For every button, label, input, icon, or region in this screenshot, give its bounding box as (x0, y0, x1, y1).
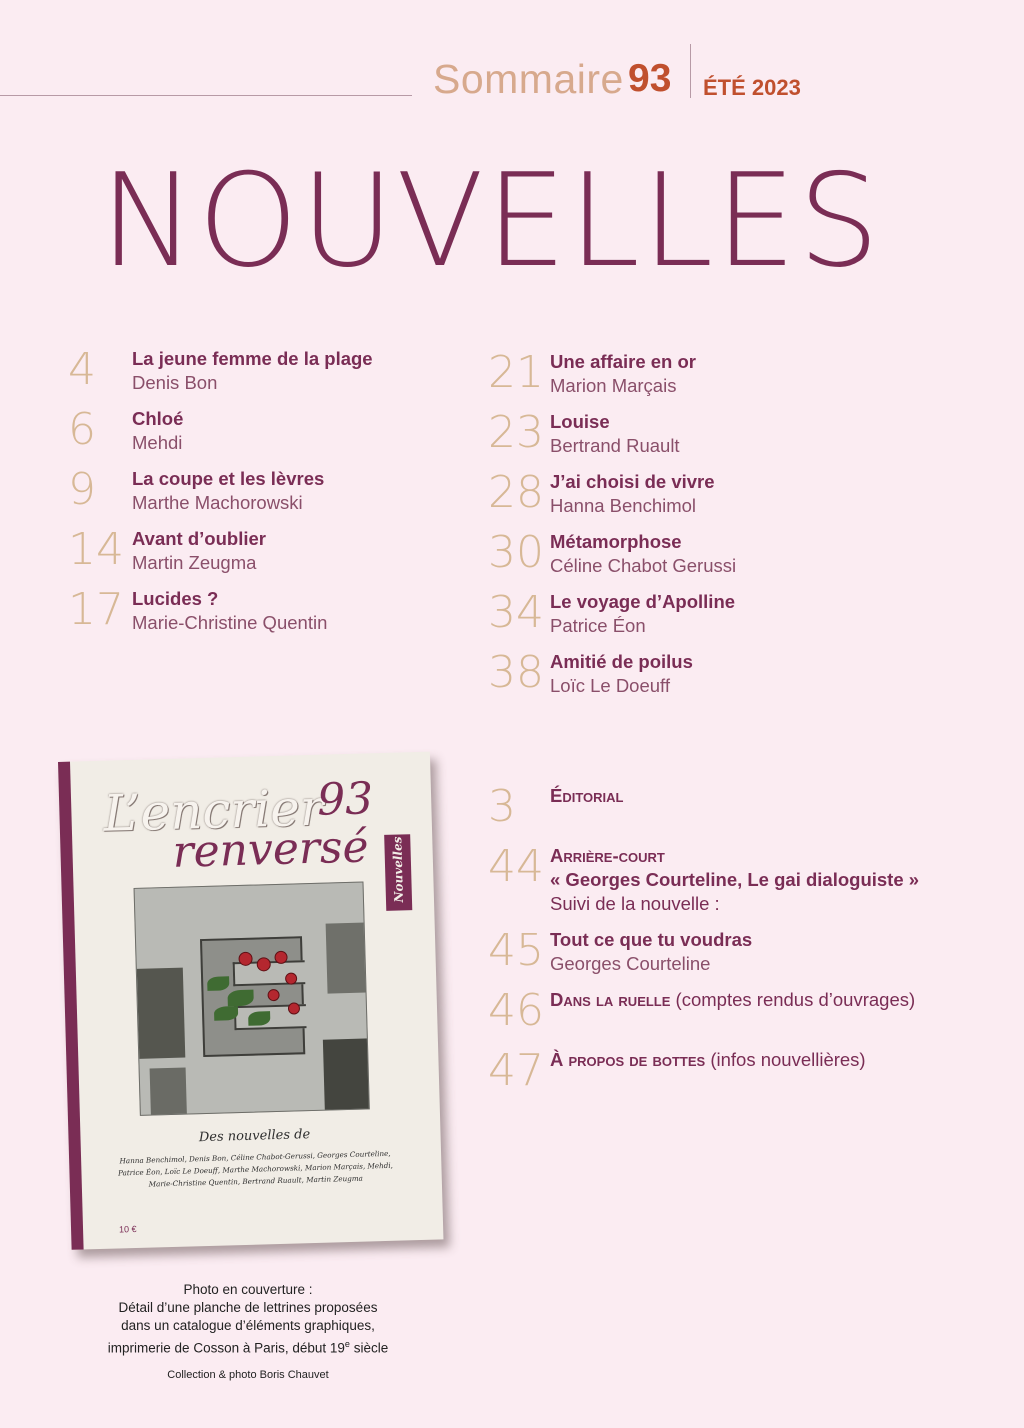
photo-credit: Collection & photo Boris Chauvet (167, 1369, 329, 1381)
magazine-cover (58, 752, 443, 1250)
page-number: 46 (488, 985, 544, 1036)
story-author: Marthe Machorowski (132, 492, 303, 513)
story-title: Tout ce que tu voudras (550, 929, 753, 950)
story-title: Métamorphose (550, 531, 682, 552)
story-title: Lucides ? (132, 588, 219, 609)
story-author: Martin Zeugma (132, 552, 257, 573)
section-ruelle-title: Dans la ruelle (550, 989, 671, 1010)
page-number: 14 (68, 524, 124, 575)
story-author: Georges Courteline (550, 953, 711, 974)
page-number: 21 (488, 347, 544, 398)
story-title: Avant d’oublier (132, 528, 266, 549)
page-number: 28 (488, 467, 544, 518)
header-sommaire: Sommaire (433, 56, 624, 102)
caption-line: dans un catalogue d’éléments graphiques, (121, 1318, 375, 1333)
caption-line: Détail d’une planche de lettrines proposées (118, 1300, 378, 1315)
page-number: 4 (68, 344, 96, 395)
page-number: 45 (488, 925, 544, 976)
page-number: 9 (68, 464, 96, 515)
section-bottes-title: À propos de bottes (550, 1049, 706, 1070)
illustration-letter-fragment (137, 968, 185, 1059)
story-author: Céline Chabot Gerussi (550, 555, 737, 576)
story-title: Louise (550, 411, 610, 432)
page-number: 47 (488, 1045, 544, 1096)
illustration-letter-fragment (150, 1068, 187, 1116)
caption-superscript: e (344, 1339, 350, 1349)
cover-caption (80, 1281, 416, 1358)
header-season: ÉTÉ 2023 (703, 75, 801, 100)
story-author: Hanna Benchimol (550, 495, 697, 516)
story-title: La coupe et les lèvres (132, 468, 325, 489)
section-bottes-note: (infos nouvellières) (705, 1049, 866, 1070)
illustration-letter-fragment (326, 922, 368, 993)
page-number: 38 (488, 647, 544, 698)
section-arriere-title: Arrière-court (550, 845, 665, 866)
section-arriere-subtitle: « Georges Courteline, Le gai dialoguiste » (550, 869, 920, 890)
section-ruelle-line (550, 989, 915, 1011)
cover-issue-number: 93 (316, 773, 374, 826)
page-number: 23 (488, 407, 544, 458)
story-title: La jeune femme de la plage (132, 348, 373, 369)
section-title: NOUVELLES (100, 147, 882, 296)
page-number: 6 (68, 404, 96, 455)
caption-text: siècle (349, 1340, 389, 1356)
illustration-letter-fragment (323, 1038, 370, 1111)
story-title: Le voyage d’Apolline (550, 591, 736, 612)
story-title: Chloé (132, 408, 184, 429)
section-ruelle-note: (comptes rendus d’ouvrages) (670, 989, 916, 1010)
story-author: Loïc Le Doeuff (550, 675, 670, 696)
cover-category-label: Nouvelles (390, 836, 407, 903)
page-number: 17 (68, 584, 124, 635)
cover-title-line1: L’encrier (102, 778, 325, 843)
cover-subtitle: Des nouvelles de (198, 1127, 311, 1146)
page-number: 3 (488, 781, 516, 832)
cover-authors-line: Patrice Éon, Loïc Le Doeuff, Marthe Machorowski, Marion Marçais, Mehdi, (117, 1160, 394, 1178)
story-author: Bertrand Ruault (550, 435, 680, 456)
story-title: Une affaire en or (550, 351, 696, 372)
caption-text: imprimerie de Cosson à Paris, début 19 (107, 1340, 345, 1356)
story-author: Patrice Éon (550, 615, 646, 636)
story-author: Denis Bon (132, 372, 218, 393)
caption-line (80, 1335, 416, 1358)
header-separator (690, 44, 691, 98)
story-title: J’ai choisi de vivre (550, 471, 715, 492)
story-author: Marion Marçais (550, 375, 677, 396)
header-issue-number: 93 (628, 57, 672, 100)
cover-authors-line: Hanna Benchimol, Denis Bon, Céline Chabot-Gerussi, Georges Courteline, (119, 1148, 391, 1166)
header-rule (0, 95, 412, 96)
caption-line: Photo en couverture : (183, 1282, 313, 1297)
cover-price: 10 € (118, 1223, 137, 1235)
cover-category-tab (384, 834, 412, 911)
section-arriere-note: Suivi de la nouvelle : (550, 893, 720, 914)
cover-illustration (134, 882, 370, 1116)
page-number: 34 (488, 587, 544, 638)
page-number: 30 (488, 527, 544, 578)
cover-authors-line: Marie-Christine Quentin, Bertrand Ruault, Martin Zeugma (148, 1173, 364, 1189)
cover-title-line2: renversé (171, 821, 370, 878)
section-bottes-line (550, 1049, 866, 1071)
section-editorial-title: Éditorial (550, 785, 624, 806)
story-title: Amitié de poilus (550, 651, 693, 672)
story-author: Marie-Christine Quentin (132, 612, 328, 633)
story-author: Mehdi (132, 432, 183, 453)
page-number: 44 (488, 841, 544, 892)
